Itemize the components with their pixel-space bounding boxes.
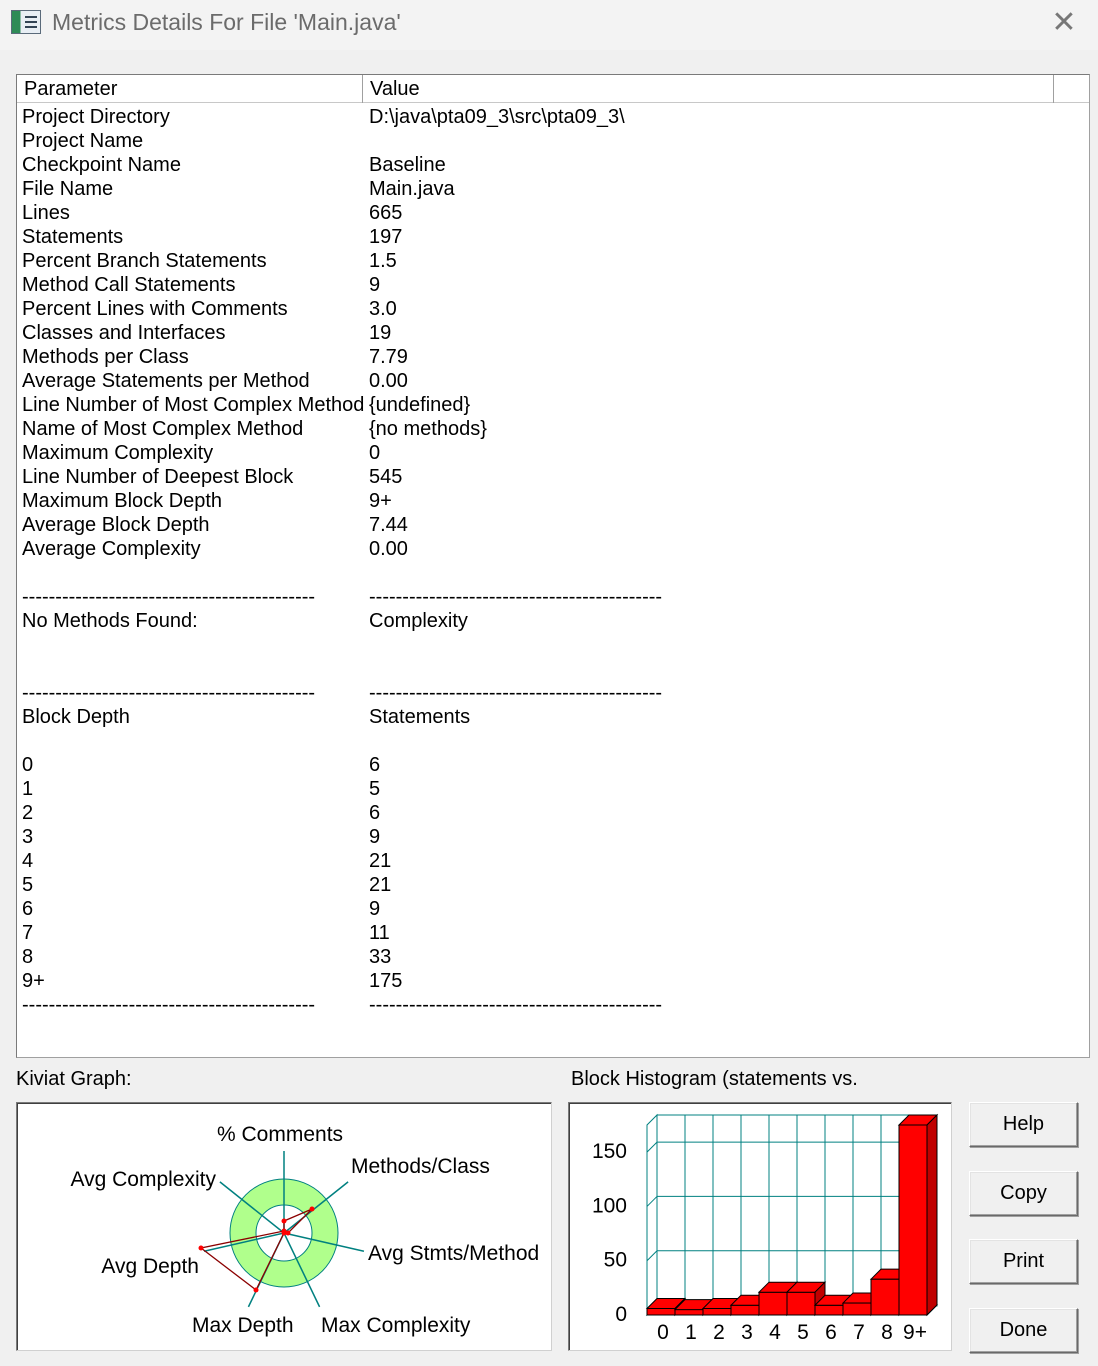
- row-parameter: 8: [22, 946, 34, 968]
- row-parameter: 7: [22, 922, 34, 944]
- row-parameter: --------------------------------------------: [22, 682, 316, 704]
- row-value: 0.00: [369, 370, 408, 392]
- table-row[interactable]: [17, 897, 1089, 921]
- listview-header: [17, 75, 1089, 103]
- histogram-bar-front: [647, 1308, 675, 1315]
- column-header-value[interactable]: Value: [363, 75, 1054, 103]
- table-row[interactable]: [17, 585, 1089, 609]
- help-button[interactable]: Help: [969, 1102, 1078, 1147]
- close-icon: ✕: [1051, 5, 1077, 40]
- table-row[interactable]: [17, 825, 1089, 849]
- row-value: 11: [369, 922, 390, 944]
- histogram-bar-front: [759, 1292, 787, 1315]
- row-value: 6: [369, 802, 381, 824]
- row-parameter: Percent Lines with Comments: [22, 298, 288, 320]
- table-row[interactable]: [17, 297, 1089, 321]
- table-row[interactable]: [17, 225, 1089, 249]
- histogram-bar-front: [675, 1310, 703, 1315]
- histogram-ytick-label: 150: [591, 1140, 627, 1164]
- metrics-listview[interactable]: [16, 74, 1090, 1058]
- row-value: --------------------------------------------: [369, 682, 663, 704]
- histogram-xtick-label: 5: [797, 1321, 809, 1344]
- row-value: 7.44: [369, 514, 408, 536]
- block-histogram: [568, 1102, 952, 1351]
- table-row[interactable]: [17, 729, 1089, 753]
- row-parameter: Project Name: [22, 130, 144, 152]
- row-value: 545: [369, 466, 403, 488]
- row-value: 9+: [369, 490, 392, 512]
- row-parameter: Project Directory: [22, 106, 170, 128]
- row-parameter: 5: [22, 874, 34, 896]
- kiviat-axis-label: Max Depth: [192, 1314, 294, 1337]
- row-value: 197: [369, 226, 403, 248]
- histogram-ytick-label: 50: [603, 1248, 627, 1272]
- copy-button[interactable]: Copy: [969, 1171, 1078, 1216]
- histogram-bar-front: [843, 1303, 871, 1315]
- histogram-bar-side: [927, 1115, 937, 1315]
- row-value: Main.java: [369, 178, 455, 200]
- row-value: 21: [369, 874, 392, 896]
- row-value: {no methods}: [369, 418, 487, 440]
- row-parameter: --------------------------------------------: [22, 994, 316, 1016]
- kiviat-axis-label: Avg Stmts/Method: [368, 1242, 540, 1265]
- kiviat-label: Kiviat Graph:: [16, 1068, 132, 1090]
- row-value: 19: [369, 322, 392, 344]
- table-row[interactable]: [17, 681, 1089, 705]
- histogram-bar-front: [787, 1292, 815, 1315]
- kiviat-axis-label: Avg Depth: [101, 1255, 199, 1278]
- table-row[interactable]: [17, 441, 1089, 465]
- histogram-svg: [569, 1103, 951, 1350]
- row-parameter: 9+: [22, 970, 45, 992]
- row-parameter: Average Statements per Method: [22, 370, 310, 392]
- histogram-ytick-label: 100: [591, 1194, 627, 1218]
- row-value: {undefined}: [369, 394, 471, 416]
- row-parameter: Statements: [22, 226, 124, 248]
- row-parameter: 0: [22, 754, 34, 776]
- row-value: 21: [369, 850, 392, 872]
- row-value: --------------------------------------------: [369, 586, 663, 608]
- table-row[interactable]: [17, 657, 1089, 681]
- print-button[interactable]: Print: [969, 1239, 1078, 1284]
- row-parameter: Average Complexity: [22, 538, 201, 560]
- table-row[interactable]: [17, 345, 1089, 369]
- row-parameter: 3: [22, 826, 34, 848]
- table-row[interactable]: [17, 537, 1089, 561]
- row-value: 0: [369, 442, 381, 464]
- row-value: Statements: [369, 706, 471, 728]
- table-row[interactable]: [17, 921, 1089, 945]
- kiviat-point: [282, 1229, 287, 1234]
- row-parameter: Checkpoint Name: [22, 154, 181, 176]
- kiviat-point: [199, 1246, 204, 1251]
- histogram-bar-front: [871, 1279, 899, 1315]
- table-row[interactable]: [17, 249, 1089, 273]
- table-row[interactable]: [17, 153, 1089, 177]
- kiviat-axis-label: Max Complexity: [321, 1314, 471, 1337]
- row-parameter: Block Depth: [22, 706, 130, 728]
- table-row[interactable]: [17, 321, 1089, 345]
- histogram-bar-front: [899, 1125, 927, 1315]
- row-parameter: Maximum Complexity: [22, 442, 214, 464]
- row-value: 175: [369, 970, 403, 992]
- histogram-bar-front: [731, 1305, 759, 1315]
- row-parameter: Line Number of Deepest Block: [22, 466, 294, 488]
- kiviat-axis-label: % Comments: [217, 1123, 344, 1146]
- table-row[interactable]: [17, 993, 1089, 1017]
- row-parameter: Lines: [22, 202, 70, 224]
- histogram-xtick-label: 6: [825, 1321, 837, 1344]
- table-row[interactable]: [17, 945, 1089, 969]
- column-header-parameter[interactable]: Parameter: [17, 75, 363, 103]
- histogram-xtick-label: 8: [881, 1321, 893, 1344]
- kiviat-svg: [17, 1103, 551, 1350]
- table-row[interactable]: [17, 801, 1089, 825]
- histogram-xtick-label: 7: [853, 1321, 865, 1344]
- kiviat-axis-label: Avg Complexity: [70, 1168, 216, 1191]
- kiviat-point: [310, 1207, 315, 1212]
- close-button[interactable]: [1046, 6, 1082, 42]
- table-row[interactable]: [17, 705, 1089, 729]
- histogram-xtick-label: 1: [685, 1321, 697, 1344]
- kiviat-point: [282, 1219, 287, 1224]
- table-row[interactable]: [17, 369, 1089, 393]
- histogram-xtick-label: 4: [769, 1321, 781, 1344]
- histogram-label: Block Histogram (statements vs.: [571, 1068, 858, 1090]
- table-row[interactable]: [17, 849, 1089, 873]
- table-row[interactable]: [17, 177, 1089, 201]
- row-value: 1.5: [369, 250, 397, 272]
- row-value: 0.00: [369, 538, 408, 560]
- row-parameter: 6: [22, 898, 34, 920]
- app-icon: [11, 10, 41, 34]
- title-bar: [0, 0, 1098, 50]
- histogram-xtick-label: 0: [657, 1321, 669, 1344]
- row-parameter: Classes and Interfaces: [22, 322, 226, 344]
- row-value: 665: [369, 202, 403, 224]
- histogram-sidewall: [647, 1115, 657, 1315]
- row-value: 9: [369, 274, 381, 296]
- done-button[interactable]: Done: [969, 1308, 1078, 1353]
- table-row[interactable]: [17, 417, 1089, 441]
- table-row[interactable]: [17, 873, 1089, 897]
- row-value: 9: [369, 898, 381, 920]
- table-row[interactable]: [17, 777, 1089, 801]
- table-row[interactable]: [17, 969, 1089, 993]
- row-parameter: 4: [22, 850, 34, 872]
- row-parameter: 1: [22, 778, 34, 800]
- table-row[interactable]: [17, 633, 1089, 657]
- histogram-xtick-label: 3: [741, 1321, 753, 1344]
- table-row[interactable]: [17, 561, 1089, 585]
- column-header-empty[interactable]: [1054, 75, 1089, 103]
- histogram-ytick-label: 0: [615, 1303, 627, 1326]
- kiviat-axis-label: Methods/Class: [351, 1155, 490, 1178]
- table-row[interactable]: [17, 201, 1089, 225]
- row-parameter: No Methods Found:: [22, 610, 198, 632]
- row-value: Baseline: [369, 154, 446, 176]
- row-parameter: --------------------------------------------: [22, 586, 316, 608]
- row-parameter: File Name: [22, 178, 114, 200]
- kiviat-graph: [16, 1102, 552, 1351]
- table-row[interactable]: [17, 489, 1089, 513]
- row-value: Complexity: [369, 610, 468, 632]
- histogram-bar-front: [815, 1305, 843, 1315]
- table-row[interactable]: [17, 105, 1089, 129]
- table-row[interactable]: [17, 393, 1089, 417]
- window-title: Metrics Details For File 'Main.java': [52, 9, 401, 35]
- row-value: 7.79: [369, 346, 408, 368]
- row-parameter: Method Call Statements: [22, 274, 236, 296]
- row-value: D:\java\pta09_3\src\pta09_3\: [369, 106, 625, 128]
- row-value: 6: [369, 754, 381, 776]
- row-value: 9: [369, 826, 381, 848]
- listview-body: [17, 105, 1089, 1017]
- row-parameter: Maximum Block Depth: [22, 490, 223, 512]
- table-row[interactable]: [17, 129, 1089, 153]
- row-parameter: Name of Most Complex Method: [22, 418, 304, 440]
- histogram-bar-front: [703, 1308, 731, 1315]
- table-row[interactable]: [17, 273, 1089, 297]
- histogram-bar: [899, 1115, 937, 1315]
- row-value: 5: [369, 778, 381, 800]
- table-row[interactable]: [17, 465, 1089, 489]
- row-value: --------------------------------------------: [369, 994, 663, 1016]
- histogram-xtick-label: 2: [713, 1321, 725, 1344]
- row-value: 33: [369, 946, 392, 968]
- row-parameter: Line Number of Most Complex Method: [22, 394, 365, 416]
- row-parameter: 2: [22, 802, 34, 824]
- histogram-xtick-label: 9+: [903, 1321, 927, 1344]
- table-row[interactable]: [17, 753, 1089, 777]
- row-parameter: Average Block Depth: [22, 514, 210, 536]
- table-row[interactable]: [17, 513, 1089, 537]
- row-parameter: Percent Branch Statements: [22, 250, 267, 272]
- row-value: 3.0: [369, 298, 397, 320]
- row-parameter: Methods per Class: [22, 346, 189, 368]
- kiviat-point: [254, 1288, 259, 1293]
- table-row[interactable]: [17, 609, 1089, 633]
